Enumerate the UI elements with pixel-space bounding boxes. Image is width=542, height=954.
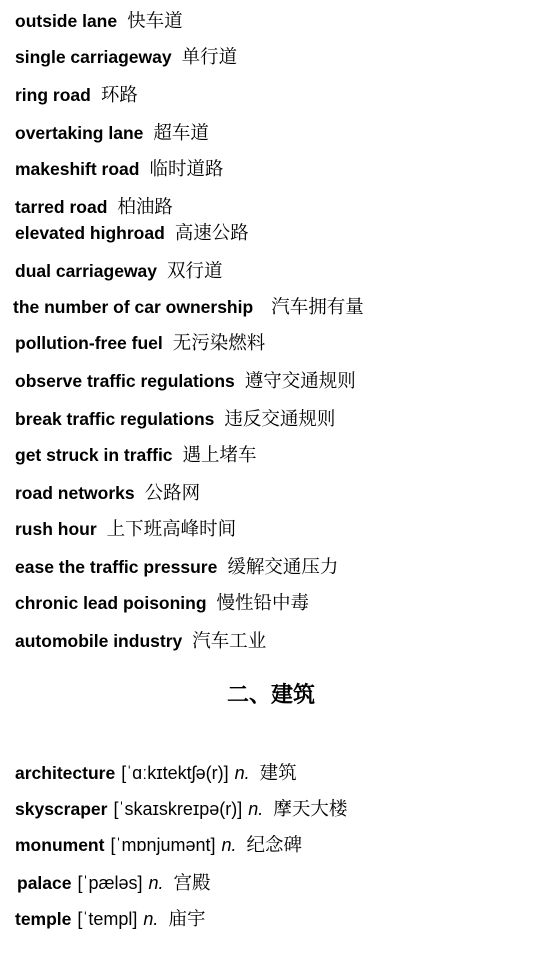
vocab-english: monument (15, 835, 105, 855)
vocab-row (15, 762, 297, 785)
phrase-english: tarred road (15, 197, 108, 217)
vocab-chinese: 宫殿 (173, 873, 211, 894)
phrase-chinese: 双行道 (167, 261, 223, 282)
vocab-english: temple (15, 909, 72, 929)
phrase-chinese: 柏油路 (117, 197, 173, 218)
phrase-row (15, 260, 223, 283)
vocab-chinese: 纪念碑 (246, 835, 303, 856)
vocab-phonetic: [ˈmɒnjumənt] (110, 835, 216, 855)
vocab-row (17, 872, 211, 895)
phrase-chinese: 环路 (100, 85, 138, 106)
phrase-row (15, 46, 237, 69)
phrase-english: automobile industry (15, 631, 183, 651)
phrase-row (15, 332, 265, 355)
phrase-row (15, 444, 257, 467)
phrase-chinese: 公路网 (144, 483, 201, 504)
vocab-part-of-speech: n. (148, 873, 164, 893)
phrase-chinese: 慢性铅中毒 (216, 593, 310, 614)
phrase-row (15, 196, 173, 219)
phrase-english: break traffic regulations (15, 409, 215, 429)
phrase-english: pollution-free fuel (15, 333, 163, 353)
phrase-row (15, 122, 209, 145)
vocab-phonetic: [ˈpæləs] (77, 873, 143, 893)
phrase-english: ring road (15, 85, 91, 105)
phrase-row (15, 630, 266, 653)
vocab-phonetic: [ˈɑːkɪtektʃə(r)] (121, 763, 229, 783)
vocab-english: palace (17, 873, 72, 893)
phrase-chinese: 汽车工业 (192, 631, 267, 652)
phrase-english: rush hour (15, 519, 97, 539)
phrase-chinese: 高速公路 (174, 223, 249, 244)
phrase-chinese: 单行道 (181, 47, 238, 68)
vocab-english: architecture (15, 763, 116, 783)
phrase-chinese: 遵守交通规则 (244, 371, 356, 392)
phrase-english: makeshift road (15, 159, 140, 179)
phrase-english: dual carriageway (15, 261, 158, 281)
vocab-part-of-speech: n. (248, 799, 264, 819)
vocab-english: skyscraper (15, 799, 108, 819)
vocab-row (15, 908, 205, 931)
phrase-english: ease the traffic pressure (15, 557, 218, 577)
phrase-english: overtaking lane (15, 123, 144, 143)
phrase-english: get struck in traffic (15, 445, 173, 465)
phrase-row (15, 556, 338, 579)
phrase-chinese: 临时道路 (149, 159, 224, 180)
phrase-chinese: 超车道 (153, 123, 209, 144)
vocab-part-of-speech: n. (221, 835, 237, 855)
phrase-row (13, 296, 364, 319)
phrase-row (15, 84, 138, 107)
vocab-phonetic: [ˈtempl] (77, 909, 138, 929)
phrase-row (15, 222, 249, 245)
phrase-row (15, 158, 224, 181)
phrase-row (15, 482, 200, 505)
vocab-part-of-speech: n. (143, 909, 159, 929)
phrase-english: road networks (15, 483, 135, 503)
vocab-chinese: 摩天大楼 (273, 799, 348, 820)
vocab-row (15, 798, 347, 821)
vocab-phonetic: [ˈskaɪskreɪpə(r)] (113, 799, 243, 819)
phrase-chinese: 违反交通规则 (224, 409, 336, 430)
phrase-row (15, 592, 309, 615)
phrase-chinese: 汽车拥有量 (271, 297, 364, 318)
vocab-part-of-speech: n. (234, 763, 250, 783)
phrase-row (15, 10, 183, 33)
phrase-row (15, 518, 236, 541)
phrase-english: outside lane (15, 11, 118, 31)
vocab-chinese: 庙宇 (168, 909, 206, 930)
phrase-row (15, 370, 356, 393)
phrase-english: chronic lead poisoning (15, 593, 207, 613)
phrase-english: elevated highroad (15, 223, 165, 243)
section-heading: 二、建筑 (226, 683, 315, 708)
phrase-chinese: 上下班高峰时间 (106, 519, 237, 540)
phrase-row (15, 408, 335, 431)
phrase-english: the number of car ownership (13, 297, 254, 317)
phrase-chinese: 无污染燃料 (172, 333, 266, 354)
vocab-chinese: 建筑 (259, 763, 297, 784)
phrase-chinese: 快车道 (127, 11, 183, 32)
phrase-english: single carriageway (15, 47, 172, 67)
phrase-english: observe traffic regulations (15, 371, 235, 391)
vocab-row (15, 834, 302, 857)
phrase-chinese: 缓解交通压力 (227, 557, 339, 578)
phrase-chinese: 遇上堵车 (182, 445, 257, 466)
